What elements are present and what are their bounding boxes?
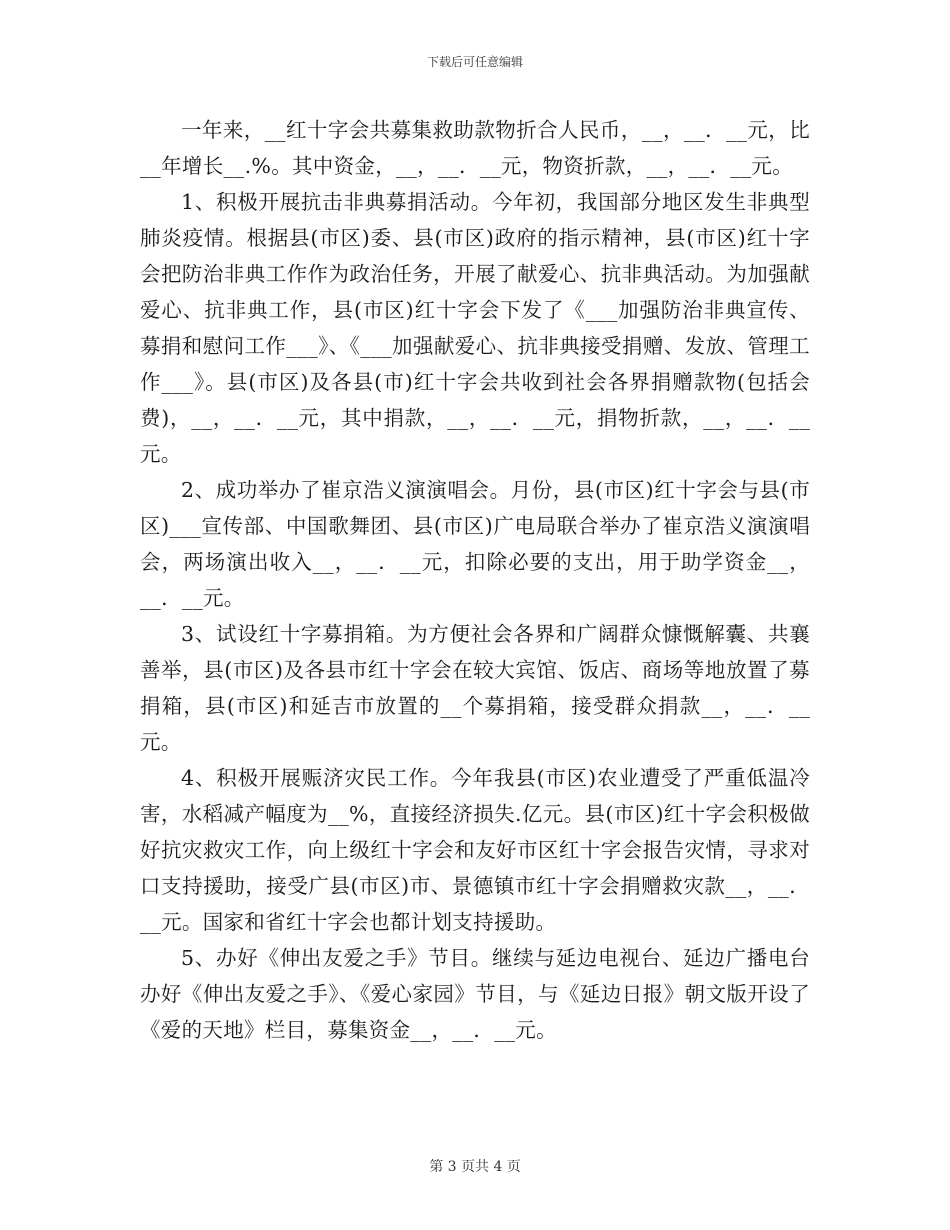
paragraph-item-5: 5、办好《伸出友爱之手》节目。继续与延边电视台、延边广播电台办好《伸出友爱之手》、《爱心家园》节目，与《延边日报》朝文版开设了《爱的天地》栏目，募集资金__，__．__元。 xyxy=(140,946,810,1042)
page-header: 下载后可任意编辑 xyxy=(426,55,523,69)
page-number: 第 3 页共 4 页 xyxy=(429,1159,521,1175)
paragraph-item-1: 1、积极开展抗击非典募捐活动。今年初，我国部分地区发生非典型肺炎疫情。根据县(市区)委、县(市区)政府的指示精神，县(市区)红十字会把防治非典工作作为政治任务，开展了献爱心、抗非典活动。为加强献爱心、抗非典工作，县(市区)红十字会下发了《___加强防治非典宣传、募捐和慰问工作___》、《___加强献爱心、抗非典接受捐赠、发放、管理工作___》。县(市区)及各县(市)红十字会共收到社会各界捐赠款物(包括会费)，__，__．__元，其中捐款，__，__．__元，捐物折款，__，__．__元。 xyxy=(140,190,810,466)
paragraph-summary: 一年来，__红十字会共募集救助款物折合人民币，__，__．__元，比__年增长__.%。其中资金，__，__．__元，物资折款，__，__．__元。 xyxy=(140,118,810,178)
document-body xyxy=(140,112,810,1048)
paragraph-item-3: 3、试设红十字募捐箱。为方便社会各界和广阔群众慷慨解囊、共襄善举，县(市区)及各县市红十字会在较大宾馆、饭店、商场等地放置了募捐箱，县(市区)和延吉市放置的__个募捐箱，接受群众捐款__，__．__元。 xyxy=(140,622,810,754)
paragraph-item-4: 4、积极开展赈济灾民工作。今年我县(市区)农业遭受了严重低温冷害，水稻减产幅度为__%，直接经济损失.亿元。县(市区)红十字会积极做好抗灾救灾工作，向上级红十字会和友好市区红十字会报告灾情，寻求对口支持援助，接受广县(市区)市、景德镇市红十字会捐赠救灾款__，__．__元。国家和省红十字会也都计划支持援助。 xyxy=(140,766,810,934)
paragraph-item-2: 2、成功举办了崔京浩义演演唱会。月份，县(市区)红十字会与县(市区)___宣传部、中国歌舞团、县(市区)广电局联合举办了崔京浩义演演唱会，两场演出收入__，__．__元，扣除必要的支出，用于助学资金__，__．__元。 xyxy=(140,478,810,610)
